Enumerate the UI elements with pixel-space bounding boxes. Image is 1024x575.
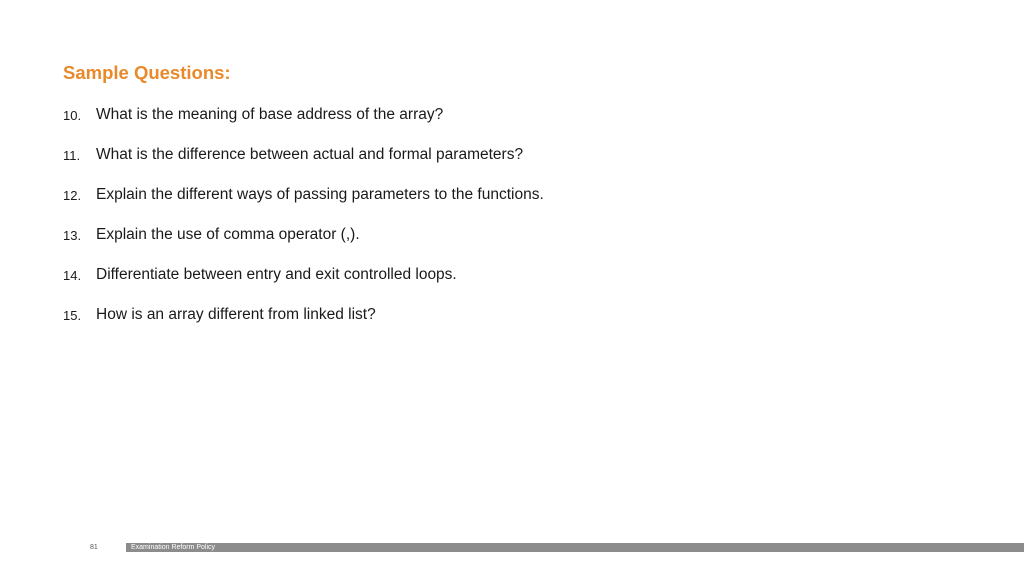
question-number: 14. [63, 268, 82, 283]
question-text: Explain the different ways of passing parameters to the functions. [96, 186, 544, 203]
footer-bar [126, 543, 1024, 552]
question-text: Differentiate between entry and exit controlled loops. [96, 266, 457, 283]
page-title: Sample Questions: [63, 62, 231, 83]
question-number: 13. [63, 228, 82, 243]
footer-label: Examination Reform Policy [131, 544, 216, 551]
question-text: What is the meaning of base address of the array? [96, 106, 444, 123]
question-text: Explain the use of comma operator (,). [96, 226, 360, 243]
question-number: 10. [63, 108, 82, 123]
question-number: 12. [63, 188, 82, 203]
page-number: 81 [90, 544, 98, 551]
question-number: 15. [63, 308, 82, 323]
question-number: 11. [63, 148, 81, 163]
question-text: How is an array different from linked list? [96, 306, 376, 323]
question-text: What is the difference between actual and formal parameters? [96, 146, 524, 163]
